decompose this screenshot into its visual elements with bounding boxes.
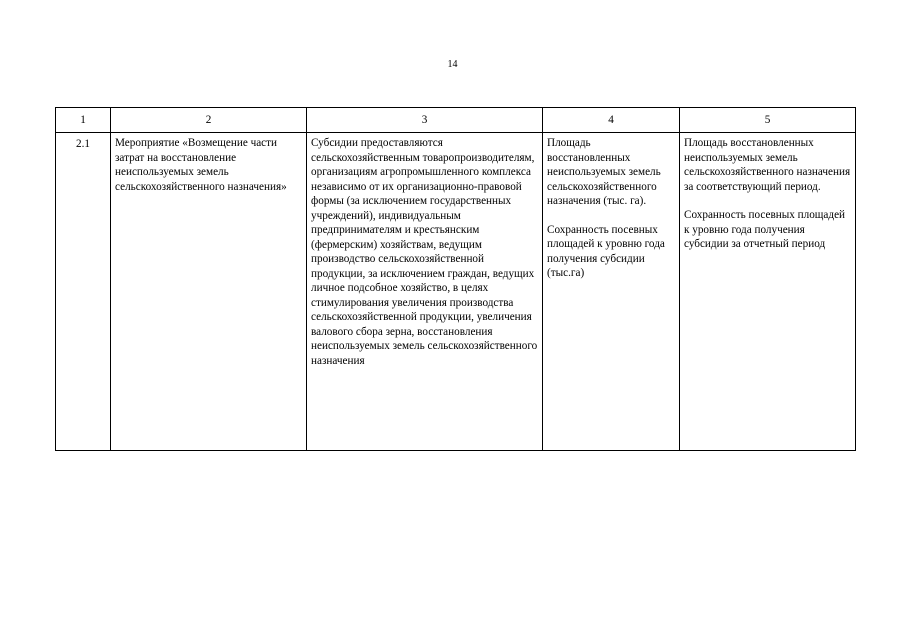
header-cell-5: 5 [680,108,856,133]
row-number-cell [56,133,111,451]
page-number: 14 [447,59,458,70]
indicators-cell [543,133,680,451]
indicator-preservation: Сохранность посевных площадей к уровню года получения субсидии (тыс.га) [547,223,665,279]
header-cell-1: 1 [56,108,111,133]
description-cell [307,133,543,451]
indicator-area: Площадь восстановленных неиспользуемых земель сельскохозяйственного назначения (тыс. га). [547,137,661,207]
header-cell-2: 2 [111,108,307,133]
header-cell-3: 3 [307,108,543,133]
event-name: Мероприятие «Возмещение части затрат на восстановление неиспользуемых земель сельскохозяйственного назначения» [115,137,287,193]
measures-table [55,107,856,451]
methods-cell [680,133,856,451]
method-area: Площадь восстановленных неиспользуемых земель сельскохозяйственного назначения за соответствующий период. [684,137,851,193]
method-preservation: Сохранность посевных площадей к уровню года получения субсидии за отчетный период [684,209,846,250]
table-row [56,133,856,451]
paragraph-gap [547,209,676,223]
row-number: 2.1 [76,138,90,150]
table-header-row [56,108,856,133]
event-description: Субсидии предоставляются сельскохозяйственным товаропроизводителям, организациям агропромышленного комплекса независимо от их организационно-правовой формы (за исключением государственных учреждений), индивидуальным предпринимателям и крестьянским (фермерским) хозяйствам, ведущим производство сельскохозяйственной продукции, за исключением граждан, ведущих личное подсобное хозяйство, в целях стимулирования увеличения производства сельскохозяйственной продукции, увеличения валового сбора зерна, восстановления неиспользуемых земель сельскохозяйственного назначения [311,137,538,367]
header-cell-4: 4 [543,108,680,133]
paragraph-gap [684,194,852,208]
event-cell [111,133,307,451]
